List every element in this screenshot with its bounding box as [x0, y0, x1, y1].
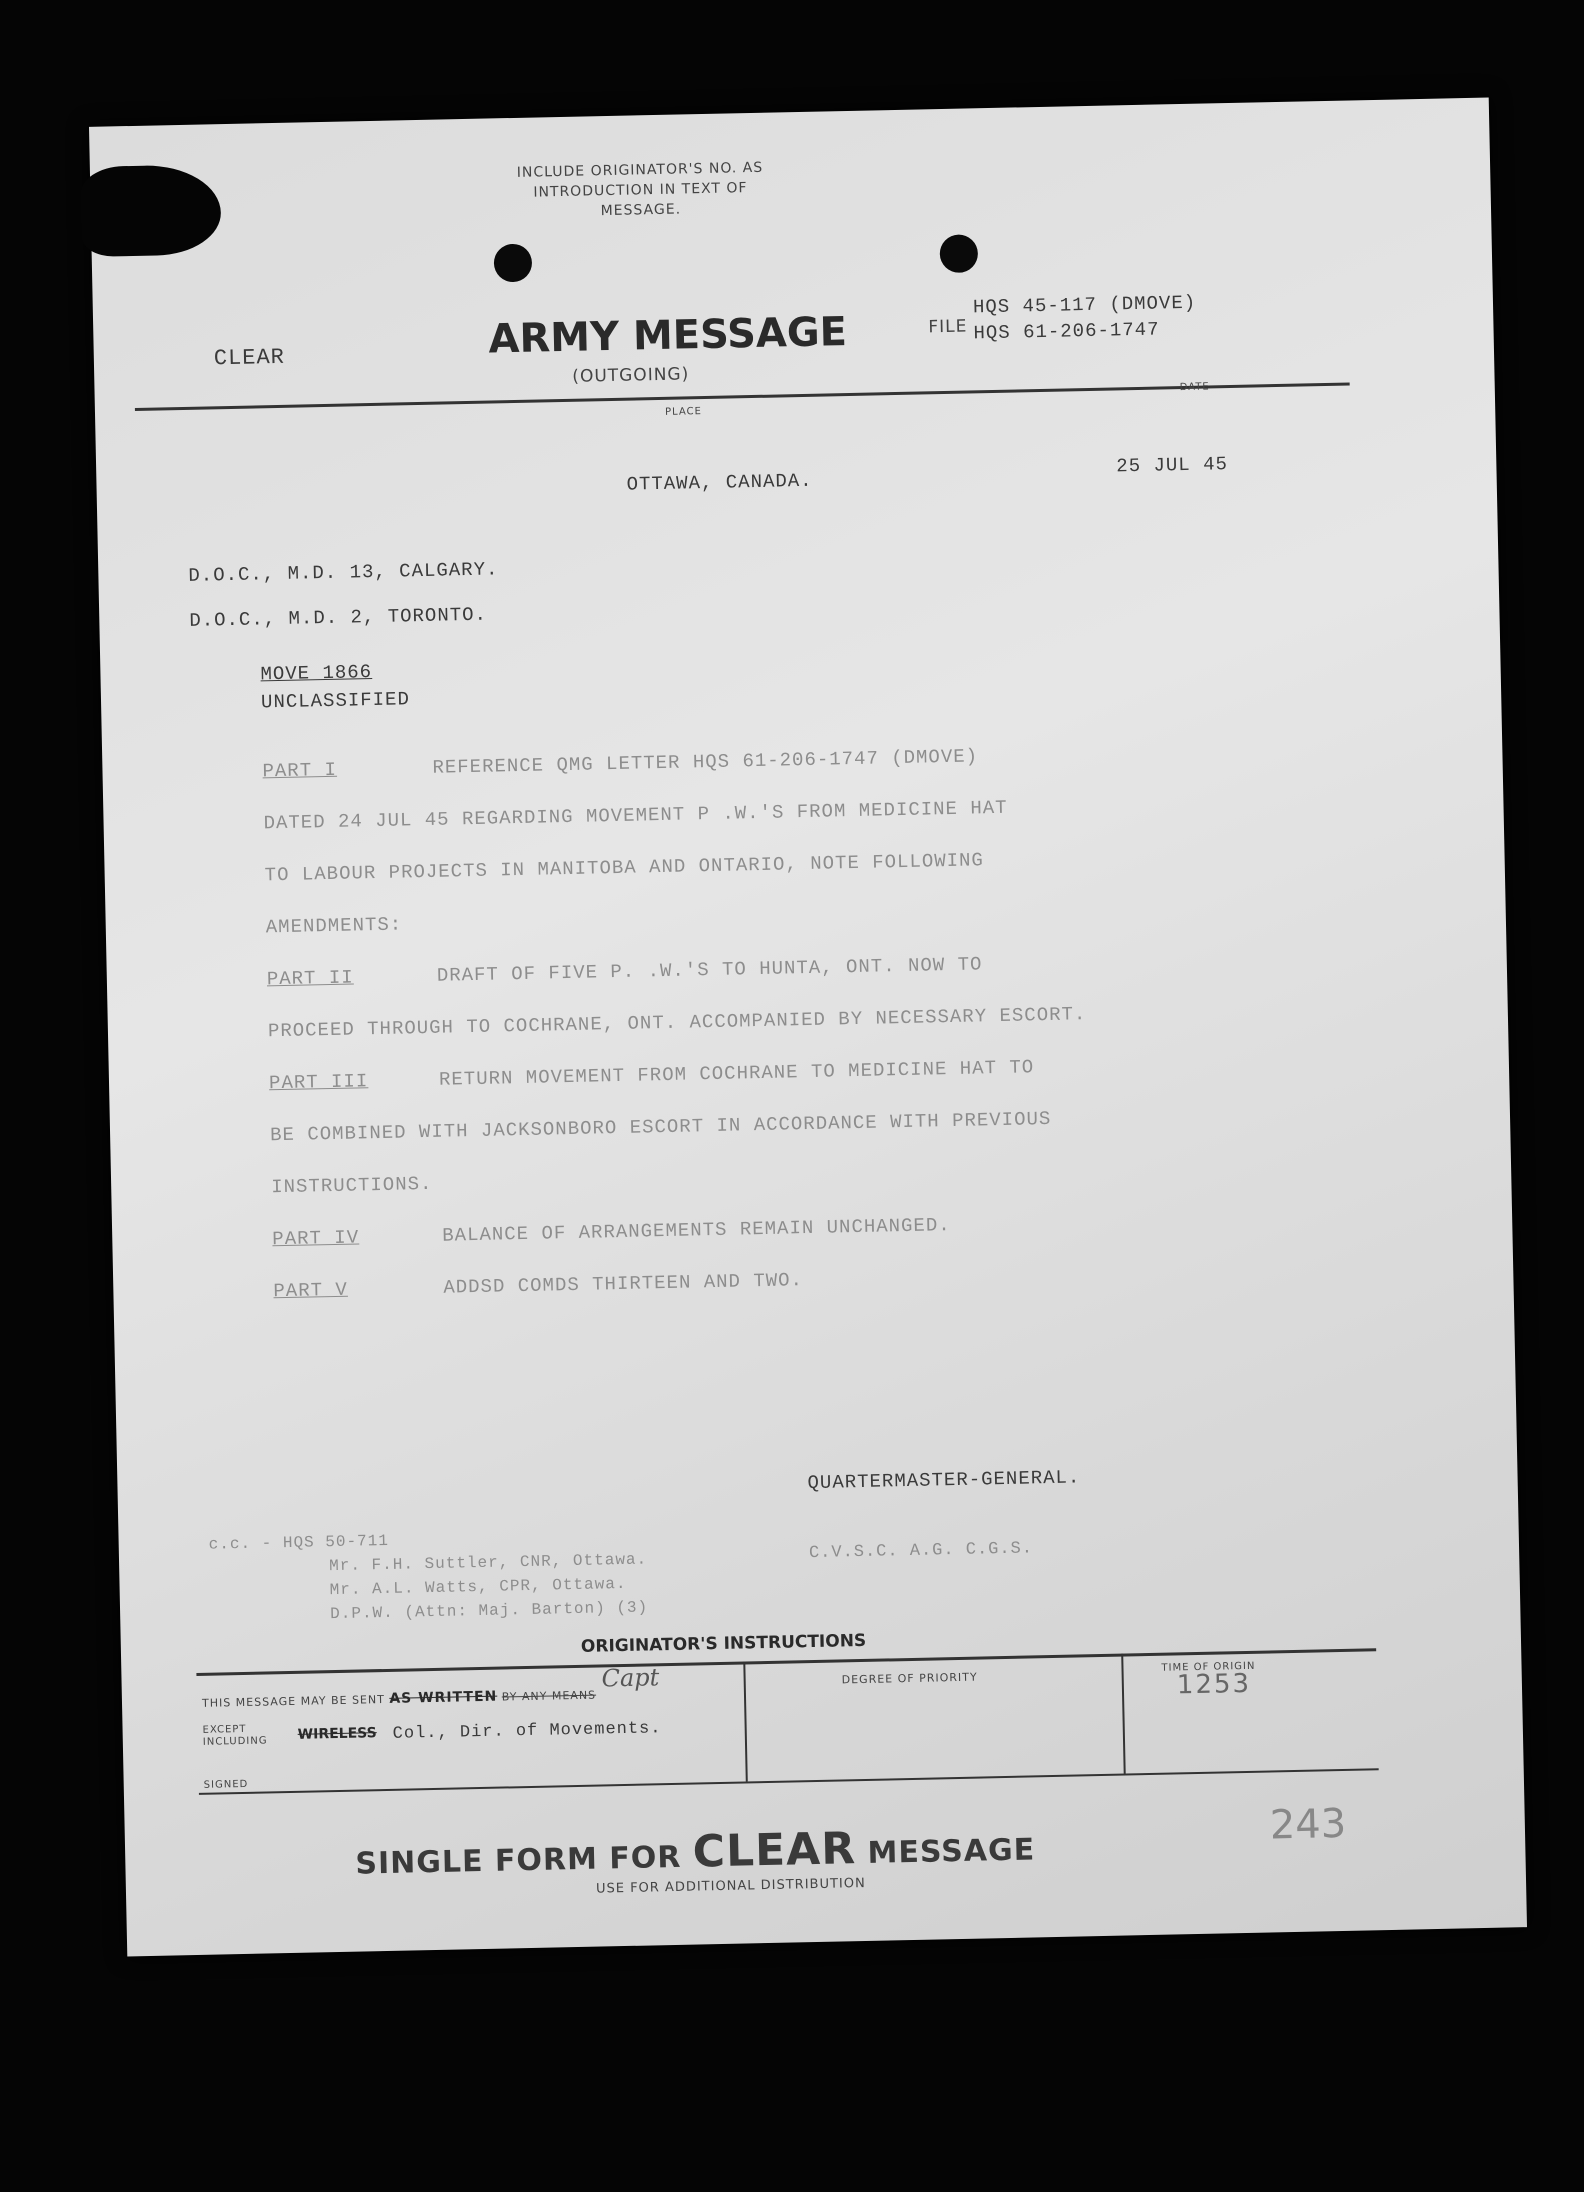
- handwritten-note: Capt: [601, 1663, 660, 1693]
- time-of-origin-value: 1253: [1176, 1668, 1252, 1701]
- date-value: 25 JUL 45: [1116, 453, 1229, 478]
- include-note-line-3: MESSAGE.: [600, 201, 682, 220]
- part-line: RETURN MOVEMENT FROM COCHRANE TO MEDICINE HAT TO: [438, 1056, 1035, 1091]
- except-including-label: [202, 1723, 267, 1748]
- cc-line: Mr. F.H. Suttler, CNR, Ottawa.: [328, 1550, 648, 1576]
- by-any-means-text: BY ANY MEANS: [501, 1688, 597, 1704]
- except-text: EXCEPT: [202, 1723, 247, 1736]
- place-value: OTTAWA, CANADA.: [626, 469, 813, 496]
- include-note-line-1: INCLUDE ORIGINATOR'S NO. AS: [516, 159, 764, 181]
- including-text: INCLUDING: [202, 1735, 268, 1748]
- part-1: [262, 724, 1266, 953]
- page-number: 243: [1269, 1800, 1347, 1849]
- place-label: PLACE: [664, 406, 703, 418]
- cc-line: Mr. A.L. Watts, CPR, Ottawa.: [329, 1574, 627, 1600]
- file-label: FILE: [928, 316, 968, 338]
- signed-label: SIGNED: [203, 1778, 249, 1791]
- cc-line: D.P.W. (Attn: Maj. Barton) (3): [330, 1598, 649, 1624]
- part-line: INSTRUCTIONS.: [271, 1172, 433, 1199]
- part-label: PART III: [268, 1070, 369, 1095]
- wireless-text: WIRELESS: [297, 1725, 377, 1743]
- instructions-bottom-rule: [199, 1768, 1379, 1795]
- part-line: BALANCE OF ARRANGEMENTS REMAIN UNCHANGED.: [442, 1214, 951, 1247]
- addressee-2: D.O.C., M.D. 2, TORONTO.: [189, 603, 488, 632]
- originator-heading: ORIGINATOR'S INSTRUCTIONS: [580, 1630, 867, 1657]
- punch-hole-left: [494, 244, 533, 283]
- message-number: MOVE 1866: [260, 661, 373, 686]
- instructions-divider-2: [1121, 1654, 1126, 1774]
- part-label: PART V: [273, 1278, 349, 1303]
- part-3: [269, 1036, 1272, 1213]
- part-line: DATED 24 JUL 45 REGARDING MOVEMENT P .W.'S FROM MEDICINE HAT: [263, 796, 1008, 835]
- part-line: BE COMBINED WITH JACKSONBORO ESCORT IN ACCORDANCE WITH PREVIOUS: [269, 1107, 1052, 1147]
- form-subtitle: (OUTGOING): [572, 364, 690, 387]
- part-label: PART IV: [272, 1226, 360, 1251]
- may-be-sent-label: [202, 1687, 596, 1711]
- single-form-text-2: MESSAGE: [867, 1832, 1036, 1871]
- security-classification: CLEAR: [213, 344, 286, 372]
- single-form-banner: [355, 1819, 1036, 1884]
- include-note: [450, 156, 831, 224]
- cc-label: c.c. - HQS 50-711: [208, 1531, 390, 1554]
- part-line: ADDSD COMDS THIRTEEN AND TWO.: [443, 1269, 804, 1299]
- single-form-clear: CLEAR: [692, 1823, 857, 1878]
- message-classification: UNCLASSIFIED: [260, 688, 411, 714]
- include-note-line-2: INTRODUCTION IN TEXT OF: [533, 180, 748, 201]
- torn-corner: [80, 164, 222, 257]
- instructions-divider-1: [743, 1661, 748, 1781]
- part-label: PART II: [266, 966, 354, 991]
- part-line: PROCEED THROUGH TO COCHRANE, ONT. ACCOMPANIED BY NECESSARY ESCORT.: [267, 1003, 1087, 1043]
- cc-right: C.V.S.C. A.G. C.G.S.: [808, 1539, 1034, 1564]
- additional-distribution-note: USE FOR ADDITIONAL DISTRIBUTION: [595, 1875, 866, 1897]
- part-line: AMENDMENTS:: [265, 913, 403, 939]
- header-rule: [135, 383, 1350, 411]
- file-ref-1: HQS 45-117 (DMOVE): [972, 291, 1197, 319]
- message-form-sheet: [89, 98, 1527, 1957]
- message-body: [262, 724, 1274, 1317]
- date-label: DATE: [1179, 381, 1210, 394]
- single-form-text-1: SINGLE FORM FOR: [355, 1839, 682, 1882]
- file-ref-2: HQS 61-206-1747: [973, 318, 1160, 345]
- punch-hole-right: [939, 234, 978, 273]
- originator-name: Col., Dir. of Movements.: [392, 1719, 662, 1744]
- as-written-text: AS WRITTEN: [389, 1688, 498, 1707]
- part-line: DRAFT OF FIVE P. .W.'S TO HUNTA, ONT. NOW TO: [436, 953, 983, 987]
- part-line: REFERENCE QMG LETTER HQS 61-206-1747 (DMOVE): [432, 745, 979, 779]
- part-line: TO LABOUR PROJECTS IN MANITOBA AND ONTARIO, NOTE FOLLOWING: [264, 849, 985, 887]
- distribution-list: [208, 1523, 648, 1628]
- addressee-1: D.O.C., M.D. 13, CALGARY.: [188, 558, 499, 587]
- signature-block: QUARTERMASTER-GENERAL.: [807, 1466, 1081, 1495]
- may-be-sent-text: THIS MESSAGE MAY BE SENT: [201, 1693, 386, 1710]
- time-of-origin-label: TIME OF ORIGIN: [1161, 1660, 1256, 1674]
- form-title: ARMY MESSAGE: [488, 309, 848, 363]
- part-label: PART I: [262, 758, 338, 783]
- degree-of-priority-label: DEGREE OF PRIORITY: [841, 1670, 978, 1687]
